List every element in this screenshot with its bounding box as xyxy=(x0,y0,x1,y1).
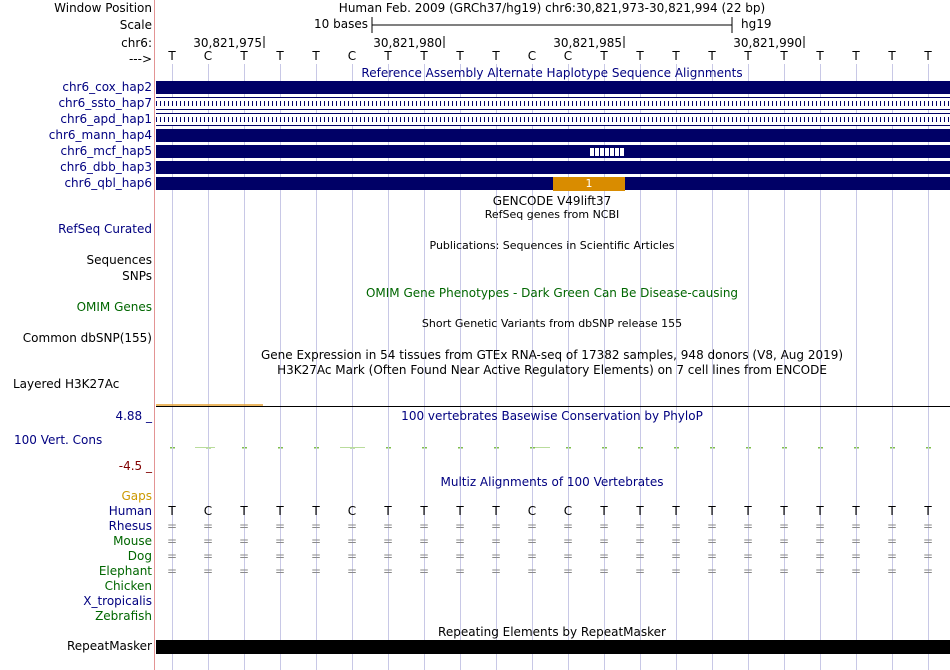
sequence-base: C xyxy=(527,49,537,63)
multiz-match-mark: = xyxy=(202,564,214,578)
multiz-match-mark: = xyxy=(382,549,394,563)
cons-tick xyxy=(929,447,931,449)
multiz-match-mark: = xyxy=(274,519,286,533)
multiz-match-mark: = xyxy=(850,519,862,533)
multiz-match-mark: = xyxy=(670,519,682,533)
sequence-base: T xyxy=(276,49,284,63)
sequence-base: T xyxy=(816,49,824,63)
cons-tick xyxy=(242,447,244,449)
cons-tick xyxy=(713,447,715,449)
species-label[interactable]: Dog xyxy=(127,549,152,563)
cons-tick xyxy=(317,447,319,449)
dbsnp-label[interactable]: Common dbSNP(155) xyxy=(22,331,152,345)
multiz-match-mark: = xyxy=(202,534,214,548)
multiz-match-mark: = xyxy=(274,564,286,578)
multiz-match-mark: = xyxy=(634,564,646,578)
repeatmasker-track-title[interactable]: Repeating Elements by RepeatMasker xyxy=(438,625,666,639)
cons-tick xyxy=(566,447,568,449)
multiz-match-mark: = xyxy=(778,519,790,533)
cons-tick xyxy=(890,447,892,449)
ruler-ticks xyxy=(263,34,823,50)
window-position-text: Human Feb. 2009 (GRCh37/hg19) chr6:30,821,973-30,821,994 (22 bp) xyxy=(338,1,766,15)
multiz-match-mark: = xyxy=(706,564,718,578)
dbsnp-track-title[interactable]: Short Genetic Variants from dbSNP release 155 xyxy=(421,317,683,330)
multiz-human-base: T xyxy=(240,504,248,518)
haplotype-label[interactable]: chr6_apd_hap1 xyxy=(60,112,152,126)
sequence-base: T xyxy=(636,49,644,63)
multiz-human-base: T xyxy=(420,504,428,518)
window-position-label: Window Position xyxy=(54,1,152,15)
cons-tick xyxy=(389,447,391,449)
multiz-match-mark: = xyxy=(670,549,682,563)
refseq-curated-label[interactable]: RefSeq Curated xyxy=(58,222,152,236)
species-label[interactable]: Elephant xyxy=(98,564,152,578)
sequence-base: T xyxy=(924,49,932,63)
publications-sequences-label[interactable]: Sequences xyxy=(86,253,152,267)
multiz-human-base: C xyxy=(527,504,537,518)
multiz-match-mark: = xyxy=(562,549,574,563)
cons-label[interactable]: 100 Vert. Cons xyxy=(14,433,103,447)
scale-label: Scale xyxy=(119,18,152,32)
multiz-match-mark: = xyxy=(490,534,502,548)
h3k27ac-track-title[interactable]: H3K27Ac Mark (Often Found Near Active Regulatory Elements) on 7 cell lines from ENCODE xyxy=(277,363,827,377)
haplotype-label[interactable]: chr6_qbl_hap6 xyxy=(64,176,152,190)
gencode-track-title[interactable]: GENCODE V49lift37 xyxy=(492,194,612,208)
multiz-human-base: T xyxy=(780,504,788,518)
multiz-match-mark: = xyxy=(454,549,466,563)
cons-tick xyxy=(422,447,424,449)
cons-tick xyxy=(278,447,280,449)
repeatmasker-label[interactable]: RepeatMasker xyxy=(66,639,152,653)
cons-tick xyxy=(530,447,532,449)
sequence-base: T xyxy=(744,49,752,63)
multiz-match-mark: = xyxy=(310,564,322,578)
multiz-match-mark: = xyxy=(526,534,538,548)
sequence-base: T xyxy=(420,49,428,63)
cons-tick xyxy=(425,447,427,449)
multiz-match-mark: = xyxy=(490,549,502,563)
multiz-match-mark: = xyxy=(166,534,178,548)
multiz-match-mark: = xyxy=(166,519,178,533)
sequence-base: C xyxy=(203,49,213,63)
haplotype-label[interactable]: chr6_mcf_hap5 xyxy=(60,144,152,158)
assembly-label: hg19 xyxy=(741,17,772,31)
multiz-match-mark: = xyxy=(562,534,574,548)
multiz-match-mark: = xyxy=(310,549,322,563)
species-label[interactable]: Rhesus xyxy=(108,519,152,533)
multiz-match-mark: = xyxy=(202,519,214,533)
cons-tick xyxy=(638,447,640,449)
multiz-match-mark: = xyxy=(778,564,790,578)
multiz-match-mark: = xyxy=(706,519,718,533)
multiz-match-mark: = xyxy=(382,519,394,533)
cons-tick xyxy=(641,447,643,449)
multiz-match-mark: = xyxy=(742,519,754,533)
multiz-track-title[interactable]: Multiz Alignments of 100 Vertebrates xyxy=(440,475,664,489)
multiz-match-mark: = xyxy=(418,549,430,563)
multiz-match-mark: = xyxy=(382,534,394,548)
multiz-match-mark: = xyxy=(454,534,466,548)
multiz-match-mark: = xyxy=(886,549,898,563)
sequence-base: T xyxy=(384,49,392,63)
cons-tick xyxy=(533,447,535,449)
ruler-position-label: 30,821,980 xyxy=(373,36,442,50)
sequence-base: T xyxy=(708,49,716,63)
multiz-match-mark: = xyxy=(670,564,682,578)
haplotype-block[interactable] xyxy=(156,81,950,94)
sequence-base: T xyxy=(456,49,464,63)
multiz-match-mark: = xyxy=(850,534,862,548)
multiz-match-mark: = xyxy=(238,519,250,533)
sequence-base: T xyxy=(888,49,896,63)
cons-tick xyxy=(458,447,460,449)
multiz-match-mark: = xyxy=(238,534,250,548)
sequence-base: T xyxy=(672,49,680,63)
multiz-human-base: T xyxy=(312,504,320,518)
cons-tick xyxy=(494,447,496,449)
chrom-label: chr6: xyxy=(121,36,152,50)
cons-tick xyxy=(497,447,499,449)
multiz-human-base: T xyxy=(456,504,464,518)
haplotype-block[interactable] xyxy=(156,97,950,110)
multiz-match-mark: = xyxy=(850,564,862,578)
scale-bar-text: 10 bases xyxy=(314,17,368,31)
multiz-human-base: C xyxy=(203,504,213,518)
multiz-match-mark: = xyxy=(598,519,610,533)
haplotype-variant-block[interactable]: 1 xyxy=(553,177,625,191)
sequence-base: T xyxy=(852,49,860,63)
multiz-match-mark: = xyxy=(922,549,934,563)
cons-tick xyxy=(785,447,787,449)
multiz-match-mark: = xyxy=(706,549,718,563)
multiz-match-mark: = xyxy=(742,549,754,563)
multiz-match-mark: = xyxy=(778,549,790,563)
multiz-match-mark: = xyxy=(346,519,358,533)
multiz-match-mark: = xyxy=(598,549,610,563)
sequence-base: T xyxy=(600,49,608,63)
haplotype-track-title[interactable]: Reference Assembly Alternate Haplotype Sequence Alignments xyxy=(361,66,743,80)
scale-bar xyxy=(370,16,736,34)
cons-tick xyxy=(749,447,751,449)
species-label[interactable]: Mouse xyxy=(113,534,152,548)
repeatmasker-block[interactable] xyxy=(156,640,950,654)
sequence-base: T xyxy=(240,49,248,63)
haplotype-label[interactable]: chr6_cox_hap2 xyxy=(62,80,152,94)
omim-track-title[interactable]: OMIM Gene Phenotypes - Dark Green Can Be Disease-causing xyxy=(365,286,739,300)
multiz-match-mark: = xyxy=(346,534,358,548)
sequence-base: T xyxy=(492,49,500,63)
cons-tick xyxy=(677,447,679,449)
multiz-match-mark: = xyxy=(202,549,214,563)
multiz-match-mark: = xyxy=(598,564,610,578)
sequence-base: T xyxy=(168,49,176,63)
haplotype-label[interactable]: chr6_ssto_hap7 xyxy=(58,96,152,110)
multiz-human-base: C xyxy=(563,504,573,518)
publications-snps-label[interactable]: SNPs xyxy=(122,269,152,283)
multiz-match-mark: = xyxy=(418,564,430,578)
multiz-match-mark: = xyxy=(922,564,934,578)
multiz-human-base: T xyxy=(276,504,284,518)
multiz-match-mark: = xyxy=(742,564,754,578)
gtex-track-title[interactable]: Gene Expression in 54 tissues from GTEx RNA-seq of 17382 samples, 948 donors (V8, Aug 2019) xyxy=(260,348,844,362)
multiz-human-base: T xyxy=(852,504,860,518)
haplotype-gap xyxy=(589,148,625,156)
multiz-match-mark: = xyxy=(850,549,862,563)
multiz-match-mark: = xyxy=(490,564,502,578)
cons-tick xyxy=(170,447,172,449)
cons-signal xyxy=(155,442,950,452)
cons-tick xyxy=(821,447,823,449)
haplotype-label[interactable]: chr6_dbb_hap3 xyxy=(60,160,152,174)
ruler-position-label: 30,821,975 xyxy=(193,36,262,50)
haplotype-block[interactable] xyxy=(156,161,950,174)
cons-tick xyxy=(746,447,748,449)
multiz-match-mark: = xyxy=(382,564,394,578)
multiz-match-mark: = xyxy=(490,519,502,533)
multiz-human-base: T xyxy=(816,504,824,518)
multiz-match-mark: = xyxy=(166,564,178,578)
cons-tick xyxy=(854,447,856,449)
haplotype-block[interactable] xyxy=(156,113,950,126)
multiz-match-mark: = xyxy=(526,564,538,578)
multiz-human-base: T xyxy=(384,504,392,518)
cons-tick xyxy=(602,447,604,449)
ruler-position-label: 30,821,990 xyxy=(733,36,802,50)
multiz-match-mark: = xyxy=(634,534,646,548)
multiz-human-base: T xyxy=(924,504,932,518)
cons-tick xyxy=(674,447,676,449)
multiz-match-mark: = xyxy=(346,549,358,563)
species-label[interactable]: Human xyxy=(108,504,152,518)
cons-tick xyxy=(605,447,607,449)
multiz-human-base: C xyxy=(347,504,357,518)
cons-tick xyxy=(314,447,316,449)
haplotype-block[interactable] xyxy=(156,129,950,142)
multiz-human-base: T xyxy=(636,504,644,518)
multiz-match-mark: = xyxy=(274,549,286,563)
multiz-human-base: T xyxy=(744,504,752,518)
species-label[interactable]: Zebrafish xyxy=(95,609,152,623)
strand-arrow-label: ---> xyxy=(128,52,152,66)
species-label[interactable]: Chicken xyxy=(104,579,152,593)
multiz-match-mark: = xyxy=(526,549,538,563)
cons-tick xyxy=(710,447,712,449)
multiz-match-mark: = xyxy=(814,534,826,548)
cons-min-label: -4.5 _ xyxy=(118,459,152,473)
multiz-match-mark: = xyxy=(454,519,466,533)
multiz-human-base: T xyxy=(168,504,176,518)
multiz-human-base: T xyxy=(600,504,608,518)
gaps-label[interactable]: Gaps xyxy=(121,489,152,503)
multiz-match-mark: = xyxy=(778,534,790,548)
cons-tick xyxy=(782,447,784,449)
multiz-match-mark: = xyxy=(814,564,826,578)
multiz-match-mark: = xyxy=(310,519,322,533)
multiz-human-base: T xyxy=(672,504,680,518)
cons-tick xyxy=(281,447,283,449)
multiz-match-mark: = xyxy=(886,519,898,533)
multiz-match-mark: = xyxy=(274,534,286,548)
cons-tick xyxy=(818,447,820,449)
multiz-human-base: T xyxy=(888,504,896,518)
cons-tick xyxy=(857,447,859,449)
cons-tick xyxy=(386,447,388,449)
multiz-match-mark: = xyxy=(922,534,934,548)
cons-track-title[interactable]: 100 vertebrates Basewise Conservation by PhyloP xyxy=(401,409,703,423)
multiz-match-mark: = xyxy=(886,534,898,548)
multiz-match-mark: = xyxy=(310,534,322,548)
sequence-base: C xyxy=(347,49,357,63)
multiz-match-mark: = xyxy=(562,519,574,533)
multiz-human-base: T xyxy=(492,504,500,518)
h3k27ac-label[interactable]: Layered H3K27Ac xyxy=(13,377,120,391)
multiz-match-mark: = xyxy=(418,534,430,548)
multiz-match-mark: = xyxy=(886,564,898,578)
multiz-match-mark: = xyxy=(526,519,538,533)
multiz-match-mark: = xyxy=(598,534,610,548)
cons-tick xyxy=(893,447,895,449)
species-label[interactable]: X_tropicalis xyxy=(83,594,152,608)
multiz-match-mark: = xyxy=(706,534,718,548)
multiz-match-mark: = xyxy=(166,549,178,563)
multiz-match-mark: = xyxy=(814,549,826,563)
multiz-match-mark: = xyxy=(346,564,358,578)
multiz-match-mark: = xyxy=(238,549,250,563)
refseq-track-title[interactable]: RefSeq genes from NCBI xyxy=(484,208,620,221)
multiz-match-mark: = xyxy=(814,519,826,533)
omim-genes-label[interactable]: OMIM Genes xyxy=(76,300,152,314)
cons-max-label: 4.88 _ xyxy=(115,409,152,423)
sequence-base: T xyxy=(312,49,320,63)
cons-tick xyxy=(461,447,463,449)
cons-tick xyxy=(173,447,175,449)
multiz-match-mark: = xyxy=(418,519,430,533)
multiz-match-mark: = xyxy=(562,564,574,578)
sequence-base: T xyxy=(780,49,788,63)
multiz-match-mark: = xyxy=(634,519,646,533)
cons-tick xyxy=(245,447,247,449)
multiz-match-mark: = xyxy=(742,534,754,548)
multiz-match-mark: = xyxy=(238,564,250,578)
multiz-match-mark: = xyxy=(454,564,466,578)
multiz-match-mark: = xyxy=(670,534,682,548)
multiz-human-base: T xyxy=(708,504,716,518)
cons-tick xyxy=(926,447,928,449)
haplotype-label[interactable]: chr6_mann_hap4 xyxy=(48,128,152,142)
haplotype-block[interactable] xyxy=(156,145,950,158)
sequence-base: C xyxy=(563,49,573,63)
multiz-match-mark: = xyxy=(634,549,646,563)
ruler-position-label: 30,821,985 xyxy=(553,36,622,50)
publications-track-title[interactable]: Publications: Sequences in Scientific Articles xyxy=(429,239,675,252)
multiz-match-mark: = xyxy=(922,519,934,533)
cons-tick xyxy=(569,447,571,449)
